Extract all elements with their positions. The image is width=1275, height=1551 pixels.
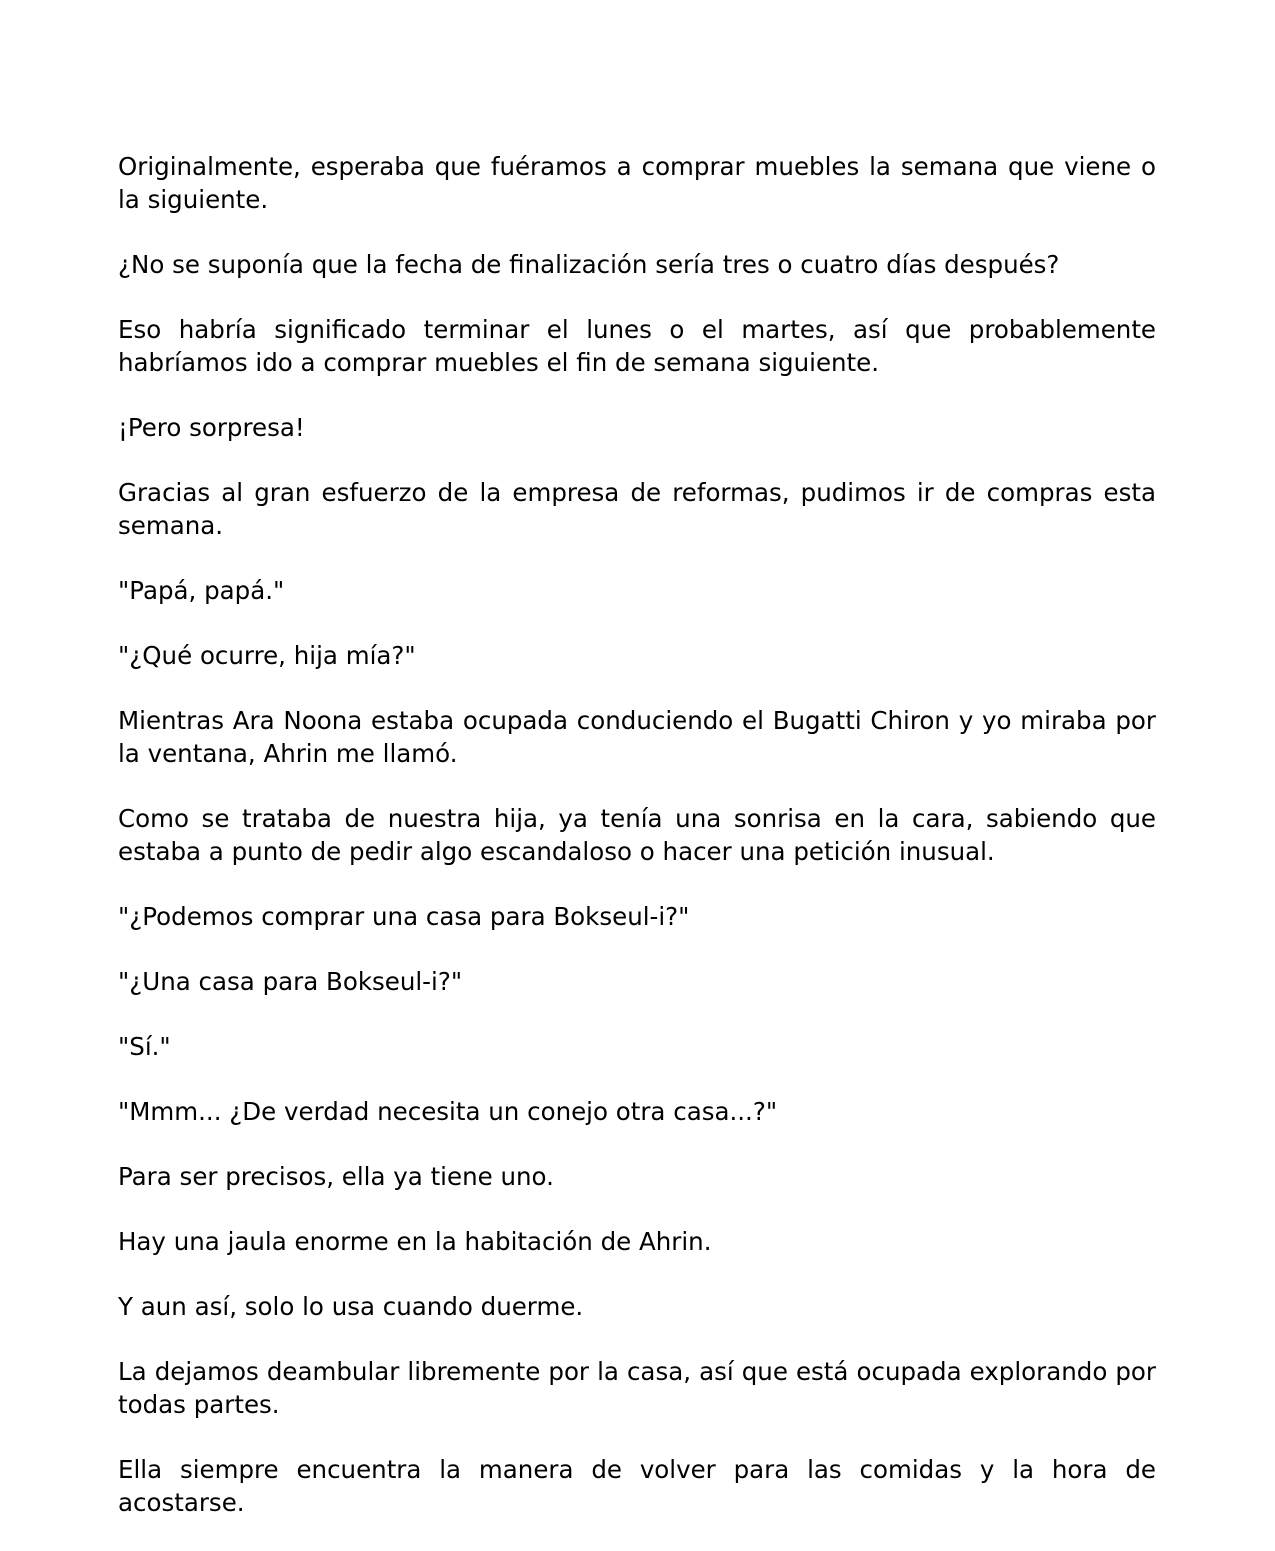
paragraph: Originalmente, esperaba que fuéramos a comprar muebles la semana que viene o la siguiente. xyxy=(118,152,1156,214)
paragraph: "¿Podemos comprar una casa para Bokseul-i?" xyxy=(118,902,690,931)
paragraph: ¡Pero sorpresa! xyxy=(118,413,305,442)
paragraph: "¿Una casa para Bokseul-i?" xyxy=(118,967,463,996)
paragraph: Hay una jaula enorme en la habitación de Ahrin. xyxy=(118,1227,712,1256)
document-page xyxy=(118,150,1156,1551)
paragraph: "Mmm... ¿De verdad necesita un conejo otra casa...?" xyxy=(118,1097,778,1126)
paragraph: Como se trataba de nuestra hija, ya tenía una sonrisa en la cara, sabiendo que estaba a punto de pedir algo escandaloso o hacer una petición inusual. xyxy=(118,804,1156,866)
paragraph: "Sí." xyxy=(118,1032,171,1061)
paragraph: ¿No se suponía que la fecha de finalización sería tres o cuatro días después? xyxy=(118,250,1060,279)
paragraph: Eso habría significado terminar el lunes o el martes, así que probablemente habríamos ido a comprar muebles el fin de semana siguiente. xyxy=(118,315,1156,377)
paragraph: Para ser precisos, ella ya tiene uno. xyxy=(118,1162,554,1191)
paragraph: "Papá, papá." xyxy=(118,576,285,605)
paragraph: Mientras Ara Noona estaba ocupada conduciendo el Bugatti Chiron y yo miraba por la ventana, Ahrin me llamó. xyxy=(118,706,1156,768)
paragraph: La dejamos deambular libremente por la casa, así que está ocupada explorando por todas partes. xyxy=(118,1357,1156,1419)
paragraph: Gracias al gran esfuerzo de la empresa de reformas, pudimos ir de compras esta semana. xyxy=(118,478,1156,540)
paragraph: "¿Qué ocurre, hija mía?" xyxy=(118,641,416,670)
paragraph: Y aun así, solo lo usa cuando duerme. xyxy=(118,1292,584,1321)
paragraph: Ella siempre encuentra la manera de volver para las comidas y la hora de acostarse. xyxy=(118,1455,1156,1517)
